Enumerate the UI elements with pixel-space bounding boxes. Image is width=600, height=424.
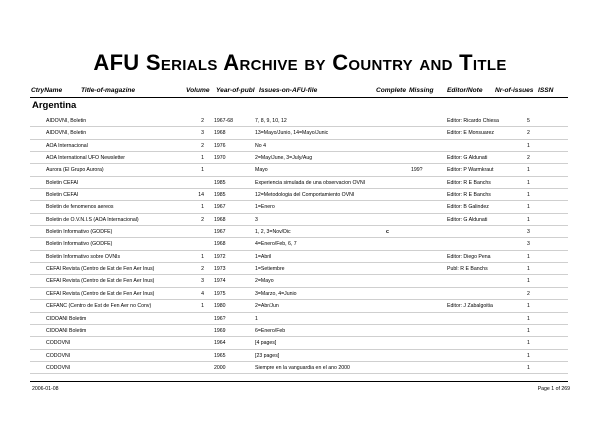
row-year: 196? <box>214 315 226 322</box>
row-volume: 4 <box>201 290 204 297</box>
row-volume: 14 <box>198 192 204 199</box>
row-title: Boletin de O.V.N.I.S (AOA Internacional) <box>46 216 139 223</box>
row-nr-issues: 2 <box>527 130 530 137</box>
row-volume: 3 <box>201 130 204 137</box>
row-issues: [23 pages] <box>255 352 280 359</box>
row-issues: 2=Mayo <box>255 278 274 285</box>
header-complete: Complete <box>376 87 407 94</box>
row-year: 1972 <box>214 253 226 260</box>
row-year: 1976 <box>214 142 226 149</box>
row-editor: Editor: B Galindez <box>447 204 489 211</box>
row-volume: 1 <box>201 167 204 174</box>
row-issues: Experiencia simulada de una observacion OVNI <box>255 179 366 186</box>
row-issues: 12=Metodologia del Comportamiento OVNI <box>255 192 355 199</box>
table-row <box>0 313 600 325</box>
row-nr-issues: 1 <box>527 352 530 359</box>
row-nr-issues: 1 <box>527 179 530 186</box>
row-editor: Editor: P Warmkraut <box>447 167 494 174</box>
row-year: 1968 <box>214 216 226 223</box>
row-title: AOA International UFO Newsletter <box>46 155 125 162</box>
row-issues: No 4 <box>255 142 266 149</box>
table-row <box>0 337 600 349</box>
header-issn: ISSN <box>538 87 554 94</box>
row-title: CODOVNI <box>46 352 71 359</box>
row-volume: 2 <box>201 142 204 149</box>
row-issues: 4=Enero/Feb, 6, 7 <box>255 241 297 248</box>
row-title: CEFAI Revista (Centro de Est de Fen Aer Inus) <box>46 290 155 297</box>
row-nr-issues: 1 <box>527 364 530 371</box>
row-issues: 2=Abr/Jun <box>255 303 279 310</box>
row-year: 1968 <box>214 241 226 248</box>
table-row <box>0 164 600 176</box>
row-year: 1969 <box>214 327 226 334</box>
header-issues: Issues-on-AFU-file <box>259 87 318 94</box>
row-issues: 1, 2, 3=Nov/Dic <box>255 229 291 236</box>
row-year: 1973 <box>214 266 226 273</box>
row-year: 1967 <box>214 204 226 211</box>
row-issues: 1 <box>255 315 258 322</box>
row-nr-issues: 1 <box>527 192 530 199</box>
header-rule <box>30 97 568 98</box>
footer-date: 2006-01-08 <box>32 386 59 392</box>
table-row <box>0 263 600 275</box>
row-title: CEFANC (Centro de Est de Fen Aer no Conv) <box>46 303 152 310</box>
row-issues: [4 pages] <box>255 340 277 347</box>
row-nr-issues: 1 <box>527 303 530 310</box>
row-volume: 1 <box>201 303 204 310</box>
header-year: Year-of-publ <box>216 87 255 94</box>
table-row <box>0 362 600 374</box>
row-issues: 1=Enero <box>255 204 275 211</box>
row-volume: 1 <box>201 253 204 260</box>
serials-table <box>0 115 600 374</box>
row-issues: 7, 8, 9, 10, 12 <box>255 118 287 124</box>
row-title: CEFAI Revista (Centro de Est de Fen Aer Inus) <box>46 278 155 285</box>
row-title: CEFAI Revista (Centro de Est de Fen Aer Inus) <box>46 266 155 273</box>
row-volume: 2 <box>201 266 204 273</box>
row-title: AOA Internacional <box>46 142 88 149</box>
column-header-row <box>0 87 600 97</box>
row-year: 1967-68 <box>214 118 234 124</box>
row-title: Aurora (El Grupo Aurora) <box>46 167 104 174</box>
row-nr-issues: 1 <box>527 278 530 285</box>
row-title: CODOVNI <box>46 340 71 347</box>
row-year: 1980 <box>214 303 226 310</box>
header-ctryname: CtryName <box>31 87 63 94</box>
row-editor: Editor: G Aldunati <box>447 216 488 223</box>
row-editor: Publ: R E Banchs <box>447 266 488 273</box>
row-nr-issues: 2 <box>527 155 530 162</box>
table-row <box>0 288 600 300</box>
table-row <box>0 140 600 152</box>
table-row <box>0 350 600 362</box>
row-nr-issues: 3 <box>527 241 530 248</box>
row-title: Boletin CEFAI <box>46 192 79 199</box>
footer-rule <box>30 381 568 382</box>
row-nr-issues: 1 <box>527 327 530 334</box>
row-nr-issues: 2 <box>527 290 530 297</box>
row-issues: 13=Mayo/Junio, 14=Mayo/Junic <box>255 130 329 137</box>
row-year: 1968 <box>214 130 226 137</box>
table-row <box>0 238 600 250</box>
row-issues: 1=Abril <box>255 253 272 260</box>
row-year: 1975 <box>214 290 226 297</box>
table-row <box>0 251 600 263</box>
row-title: Boletin Informativo (GODFE) <box>46 229 113 236</box>
row-editor: Editor: E Monsuarez <box>447 130 494 137</box>
row-title: Boletin Informativo (GODFE) <box>46 241 113 248</box>
row-year: 1965 <box>214 352 226 359</box>
footer-page-number: Page 1 of 269 <box>537 386 570 392</box>
table-row <box>0 127 600 139</box>
table-row <box>0 214 600 226</box>
row-year: 1964 <box>214 340 226 347</box>
row-missing: 199? <box>411 167 423 174</box>
row-nr-issues: 1 <box>527 340 530 347</box>
row-issues: 3=Marzo, 4=Junio <box>255 290 297 297</box>
row-year: 2000 <box>214 364 226 371</box>
row-year: 1970 <box>214 155 226 162</box>
header-missing: Missing <box>409 87 434 94</box>
row-volume: 2 <box>201 118 204 124</box>
row-editor: Editor: J Zabalgoitia <box>447 303 493 310</box>
row-nr-issues: 1 <box>527 142 530 149</box>
row-nr-issues: 1 <box>527 266 530 273</box>
row-title: Boletin de fenomenos aereos <box>46 204 114 211</box>
country-heading: Argentina <box>32 100 77 111</box>
table-row <box>0 275 600 287</box>
row-editor: Editor: Diego Pena <box>447 253 491 260</box>
row-year: 1974 <box>214 278 226 285</box>
row-issues: 2=May/June, 3=July/Aug <box>255 155 313 162</box>
row-title: CIDOANI Boletim <box>46 327 87 334</box>
table-row <box>0 201 600 213</box>
row-issues: 3 <box>255 216 258 223</box>
header-title: Title-of-magazine <box>81 87 136 94</box>
header-editor: Editor/Note <box>447 87 483 94</box>
row-volume: 1 <box>201 204 204 211</box>
row-volume: 3 <box>201 278 204 285</box>
table-row <box>0 177 600 189</box>
row-volume: 1 <box>201 155 204 162</box>
row-nr-issues: 5 <box>527 118 530 124</box>
row-issues: Siempre en la vanguardia en el ano 2000 <box>255 364 350 371</box>
row-title: AIDOVNI, Boletin <box>46 130 87 137</box>
row-year: 1967 <box>214 229 226 236</box>
table-row <box>0 325 600 337</box>
header-nr-issues: Nr-of-issues <box>495 87 534 94</box>
row-nr-issues: 1 <box>527 216 530 223</box>
row-issues: 1=Setiembre <box>255 266 285 273</box>
row-nr-issues: 1 <box>527 204 530 211</box>
row-year: 1985 <box>214 179 226 186</box>
table-row <box>0 226 600 238</box>
row-issues: Mayo <box>255 167 268 174</box>
row-editor: Editor: Ricardo Chiesa <box>447 118 499 124</box>
page-title: AFU Serials Archive by Country and Title <box>93 50 507 75</box>
row-nr-issues: 3 <box>527 229 530 236</box>
row-editor: Editor: G Aldunati <box>447 155 488 162</box>
table-row <box>0 189 600 201</box>
table-row <box>0 115 600 127</box>
row-title: Boletin CEFAI <box>46 179 79 186</box>
header-volume: Volume <box>186 87 210 94</box>
row-year: 1985 <box>214 192 226 199</box>
row-divider <box>30 373 568 374</box>
row-issues: 6=Enero/Feb <box>255 327 286 334</box>
row-title: CODOVNI <box>46 364 71 371</box>
row-nr-issues: 1 <box>527 253 530 260</box>
row-nr-issues: 1 <box>527 167 530 174</box>
table-row <box>0 152 600 164</box>
row-complete: c <box>386 229 389 236</box>
row-title: Boletin Informativo sobre OVNIs <box>46 253 121 260</box>
row-volume: 2 <box>201 216 204 223</box>
row-title: CIDOANI Boletim <box>46 315 87 322</box>
row-nr-issues: 1 <box>527 315 530 322</box>
row-title: AIDOVNI, Boletin <box>46 118 87 124</box>
table-row <box>0 300 600 312</box>
row-editor: Editor: R E Banchs <box>447 192 491 199</box>
row-editor: Editor: R E Banchs <box>447 179 491 186</box>
